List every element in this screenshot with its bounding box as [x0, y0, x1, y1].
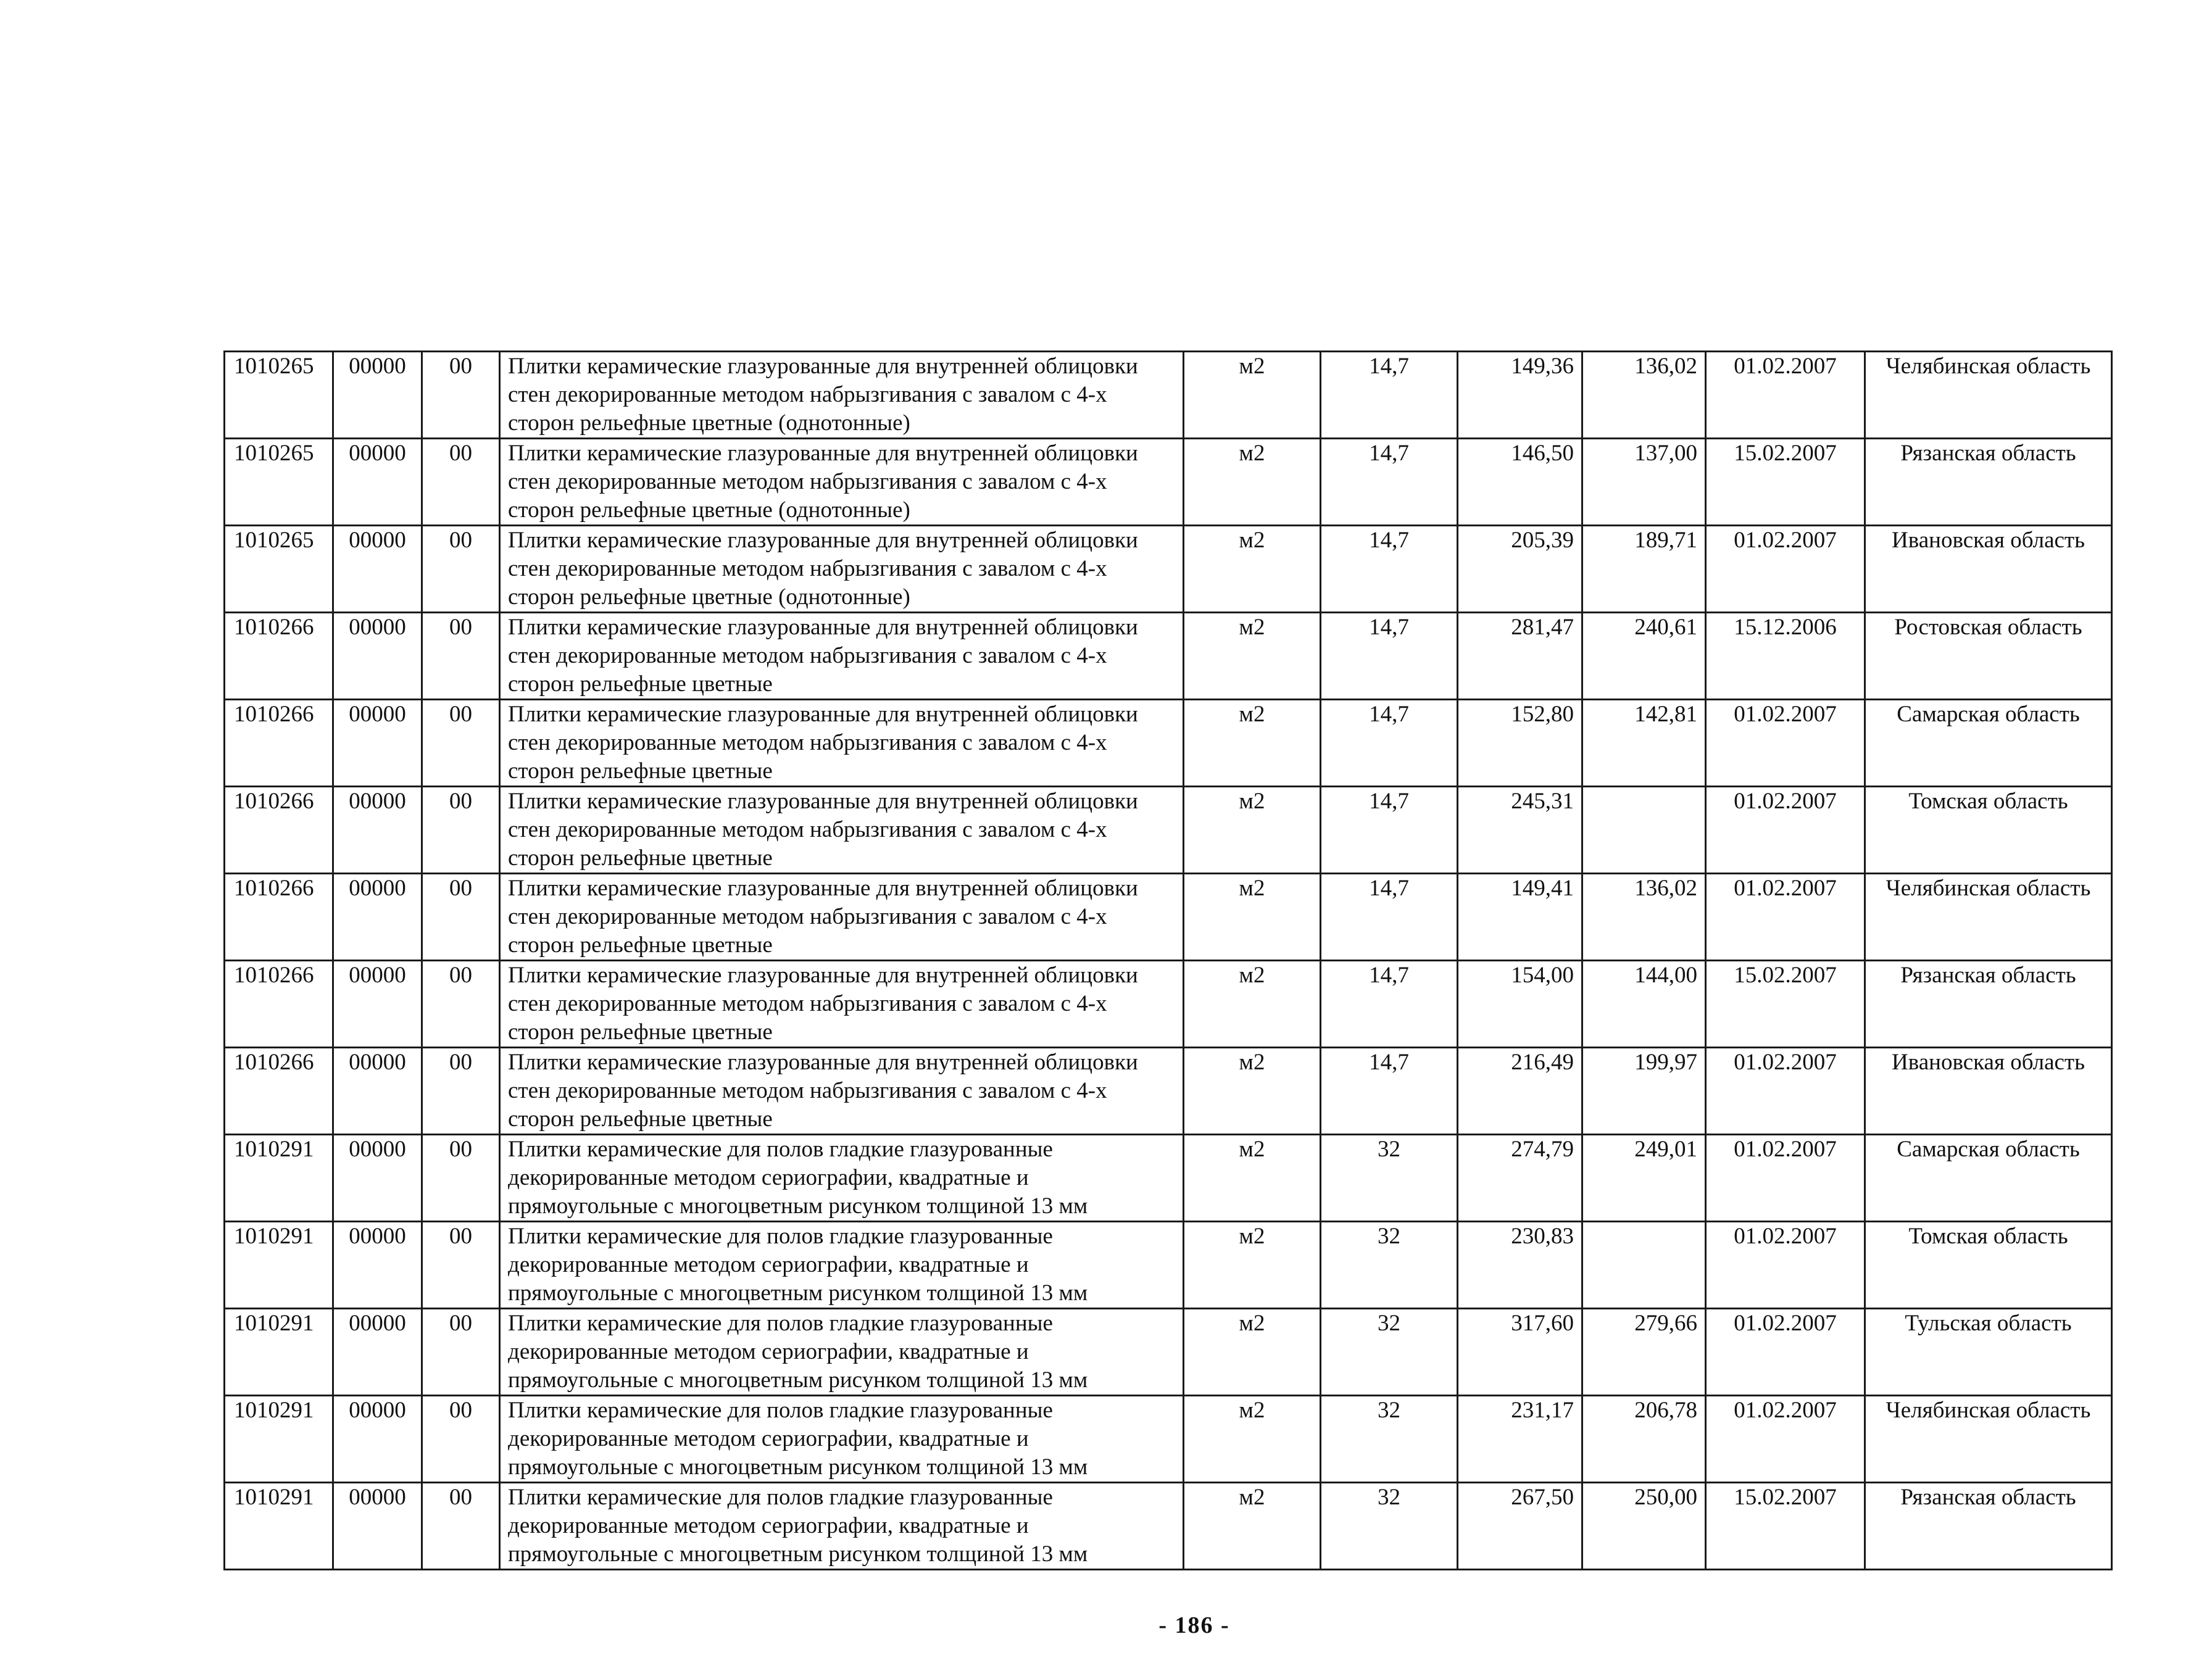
sub-code-cell: 00000 — [333, 526, 422, 613]
table-row — [225, 439, 2112, 526]
price-cell: 149,41 — [1458, 874, 1582, 961]
date-cell: 01.02.2007 — [1706, 1135, 1865, 1222]
price-alt-cell: 206,78 — [1582, 1396, 1706, 1483]
price-cell: 274,79 — [1458, 1135, 1582, 1222]
date-cell: 01.02.2007 — [1706, 700, 1865, 787]
region-cell: Рязанская область — [1865, 961, 2112, 1048]
region-cell: Челябинская область — [1865, 1396, 2112, 1483]
description-cell: Плитки керамические глазурованные для внутренней облицовки стен декорированные методом набрызгивания с завалом с 4-х сторон рельефные цветные — [500, 613, 1184, 700]
unit-cell: м2 — [1184, 613, 1321, 700]
description-cell: Плитки керамические глазурованные для внутренней облицовки стен декорированные методом набрызгивания с завалом с 4-х сторон рельефные цветные — [500, 874, 1184, 961]
price-cell: 149,36 — [1458, 352, 1582, 439]
sub-code-cell: 00000 — [333, 1396, 422, 1483]
variant-code-cell: 00 — [422, 439, 500, 526]
variant-code-cell: 00 — [422, 352, 500, 439]
table-row — [225, 1222, 2112, 1309]
price-cell: 231,17 — [1458, 1396, 1582, 1483]
quantity-cell: 14,7 — [1321, 787, 1458, 874]
variant-code-cell: 00 — [422, 526, 500, 613]
item-code-cell: 1010265 — [225, 439, 333, 526]
price-cell: 281,47 — [1458, 613, 1582, 700]
price-cell: 152,80 — [1458, 700, 1582, 787]
description-cell: Плитки керамические глазурованные для внутренней облицовки стен декорированные методом набрызгивания с завалом с 4-х сторон рельефные цветные (однотонные) — [500, 439, 1184, 526]
variant-code-cell: 00 — [422, 1309, 500, 1396]
item-code-cell: 1010266 — [225, 1048, 333, 1135]
quantity-cell: 14,7 — [1321, 961, 1458, 1048]
price-alt-cell: 142,81 — [1582, 700, 1706, 787]
table-row — [225, 700, 2112, 787]
unit-cell: м2 — [1184, 352, 1321, 439]
price-alt-cell: 136,02 — [1582, 352, 1706, 439]
region-cell: Челябинская область — [1865, 874, 2112, 961]
unit-cell: м2 — [1184, 700, 1321, 787]
sub-code-cell: 00000 — [333, 961, 422, 1048]
table-row — [225, 613, 2112, 700]
price-alt-cell — [1582, 787, 1706, 874]
description-cell: Плитки керамические для полов гладкие глазурованные декорированные методом сериографии, квадратные и прямоугольные с многоцветным рисунком толщиной 13 мм — [500, 1396, 1184, 1483]
variant-code-cell: 00 — [422, 613, 500, 700]
quantity-cell: 14,7 — [1321, 1048, 1458, 1135]
item-code-cell: 1010265 — [225, 526, 333, 613]
table-row — [225, 1048, 2112, 1135]
sub-code-cell: 00000 — [333, 1483, 422, 1570]
description-cell: Плитки керамические глазурованные для внутренней облицовки стен декорированные методом набрызгивания с завалом с 4-х сторон рельефные цветные (однотонные) — [500, 526, 1184, 613]
price-cell: 245,31 — [1458, 787, 1582, 874]
unit-cell: м2 — [1184, 1135, 1321, 1222]
item-code-cell: 1010266 — [225, 961, 333, 1048]
price-cell: 230,83 — [1458, 1222, 1582, 1309]
description-cell: Плитки керамические глазурованные для внутренней облицовки стен декорированные методом набрызгивания с завалом с 4-х сторон рельефные цветные — [500, 961, 1184, 1048]
price-cell: 317,60 — [1458, 1309, 1582, 1396]
sub-code-cell: 00000 — [333, 352, 422, 439]
quantity-cell: 14,7 — [1321, 352, 1458, 439]
unit-cell: м2 — [1184, 874, 1321, 961]
item-code-cell: 1010266 — [225, 874, 333, 961]
variant-code-cell: 00 — [422, 1135, 500, 1222]
sub-code-cell: 00000 — [333, 1309, 422, 1396]
region-cell: Ростовская область — [1865, 613, 2112, 700]
region-cell: Тульская область — [1865, 1309, 2112, 1396]
sub-code-cell: 00000 — [333, 1135, 422, 1222]
table-row — [225, 1309, 2112, 1396]
quantity-cell: 32 — [1321, 1309, 1458, 1396]
price-alt-cell: 144,00 — [1582, 961, 1706, 1048]
quantity-cell: 32 — [1321, 1483, 1458, 1570]
unit-cell: м2 — [1184, 1396, 1321, 1483]
quantity-cell: 14,7 — [1321, 439, 1458, 526]
description-cell: Плитки керамические для полов гладкие глазурованные декорированные методом сериографии, квадратные и прямоугольные с многоцветным рисунком толщиной 13 мм — [500, 1309, 1184, 1396]
date-cell: 01.02.2007 — [1706, 874, 1865, 961]
price-cell: 146,50 — [1458, 439, 1582, 526]
date-cell: 01.02.2007 — [1706, 1396, 1865, 1483]
price-cell: 154,00 — [1458, 961, 1582, 1048]
region-cell: Ивановская область — [1865, 1048, 2112, 1135]
region-cell: Челябинская область — [1865, 352, 2112, 439]
region-cell: Томская область — [1865, 1222, 2112, 1309]
variant-code-cell: 00 — [422, 1222, 500, 1309]
table-row — [225, 526, 2112, 613]
table-row — [225, 1135, 2112, 1222]
item-code-cell: 1010291 — [225, 1222, 333, 1309]
variant-code-cell: 00 — [422, 874, 500, 961]
price-alt-cell: 249,01 — [1582, 1135, 1706, 1222]
date-cell: 15.02.2007 — [1706, 439, 1865, 526]
price-alt-cell: 250,00 — [1582, 1483, 1706, 1570]
description-cell: Плитки керамические глазурованные для внутренней облицовки стен декорированные методом набрызгивания с завалом с 4-х сторон рельефные цветные — [500, 700, 1184, 787]
description-cell: Плитки керамические для полов гладкие глазурованные декорированные методом сериографии, квадратные и прямоугольные с многоцветным рисунком толщиной 13 мм — [500, 1135, 1184, 1222]
quantity-cell: 32 — [1321, 1396, 1458, 1483]
price-alt-cell: 137,00 — [1582, 439, 1706, 526]
price-cell: 267,50 — [1458, 1483, 1582, 1570]
price-alt-cell: 189,71 — [1582, 526, 1706, 613]
item-code-cell: 1010291 — [225, 1483, 333, 1570]
item-code-cell: 1010291 — [225, 1135, 333, 1222]
region-cell: Ивановская область — [1865, 526, 2112, 613]
quantity-cell: 14,7 — [1321, 613, 1458, 700]
table-row — [225, 352, 2112, 439]
description-cell: Плитки керамические для полов гладкие глазурованные декорированные методом сериографии, квадратные и прямоугольные с многоцветным рисунком толщиной 13 мм — [500, 1222, 1184, 1309]
table-row — [225, 1483, 2112, 1570]
unit-cell: м2 — [1184, 961, 1321, 1048]
unit-cell: м2 — [1184, 1309, 1321, 1396]
table-row — [225, 961, 2112, 1048]
price-alt-cell: 240,61 — [1582, 613, 1706, 700]
price-alt-cell: 136,02 — [1582, 874, 1706, 961]
variant-code-cell: 00 — [422, 1483, 500, 1570]
sub-code-cell: 00000 — [333, 1222, 422, 1309]
page-number: - 186 - — [1158, 1612, 1230, 1638]
unit-cell: м2 — [1184, 787, 1321, 874]
variant-code-cell: 00 — [422, 1048, 500, 1135]
price-cell: 205,39 — [1458, 526, 1582, 613]
sub-code-cell: 00000 — [333, 439, 422, 526]
region-cell: Томская область — [1865, 787, 2112, 874]
sub-code-cell: 00000 — [333, 787, 422, 874]
description-cell: Плитки керамические глазурованные для внутренней облицовки стен декорированные методом набрызгивания с завалом с 4-х сторон рельефные цветные — [500, 1048, 1184, 1135]
quantity-cell: 14,7 — [1321, 874, 1458, 961]
sub-code-cell: 00000 — [333, 874, 422, 961]
item-code-cell: 1010265 — [225, 352, 333, 439]
table-row — [225, 874, 2112, 961]
quantity-cell: 14,7 — [1321, 526, 1458, 613]
region-cell: Рязанская область — [1865, 1483, 2112, 1570]
date-cell: 01.02.2007 — [1706, 526, 1865, 613]
description-cell: Плитки керамические для полов гладкие глазурованные декорированные методом сериографии, квадратные и прямоугольные с многоцветным рисунком толщиной 13 мм — [500, 1483, 1184, 1570]
variant-code-cell: 00 — [422, 787, 500, 874]
date-cell: 15.12.2006 — [1706, 613, 1865, 700]
unit-cell: м2 — [1184, 1222, 1321, 1309]
price-cell: 216,49 — [1458, 1048, 1582, 1135]
item-code-cell: 1010291 — [225, 1309, 333, 1396]
price-table — [223, 350, 2113, 1570]
unit-cell: м2 — [1184, 1483, 1321, 1570]
variant-code-cell: 00 — [422, 700, 500, 787]
quantity-cell: 14,7 — [1321, 700, 1458, 787]
unit-cell: м2 — [1184, 1048, 1321, 1135]
price-alt-cell: 199,97 — [1582, 1048, 1706, 1135]
sub-code-cell: 00000 — [333, 1048, 422, 1135]
date-cell: 01.02.2007 — [1706, 1048, 1865, 1135]
region-cell: Рязанская область — [1865, 439, 2112, 526]
table-row — [225, 1396, 2112, 1483]
item-code-cell: 1010266 — [225, 787, 333, 874]
date-cell: 01.02.2007 — [1706, 352, 1865, 439]
price-alt-cell — [1582, 1222, 1706, 1309]
sub-code-cell: 00000 — [333, 613, 422, 700]
description-cell: Плитки керамические глазурованные для внутренней облицовки стен декорированные методом набрызгивания с завалом с 4-х сторон рельефные цветные — [500, 787, 1184, 874]
table-body — [225, 352, 2112, 1570]
item-code-cell: 1010266 — [225, 613, 333, 700]
item-code-cell: 1010291 — [225, 1396, 333, 1483]
variant-code-cell: 00 — [422, 961, 500, 1048]
unit-cell: м2 — [1184, 526, 1321, 613]
table-row — [225, 787, 2112, 874]
description-cell: Плитки керамические глазурованные для внутренней облицовки стен декорированные методом набрызгивания с завалом с 4-х сторон рельефные цветные (однотонные) — [500, 352, 1184, 439]
quantity-cell: 32 — [1321, 1222, 1458, 1309]
region-cell: Самарская область — [1865, 700, 2112, 787]
date-cell: 01.02.2007 — [1706, 1222, 1865, 1309]
date-cell: 01.02.2007 — [1706, 787, 1865, 874]
sub-code-cell: 00000 — [333, 700, 422, 787]
quantity-cell: 32 — [1321, 1135, 1458, 1222]
region-cell: Самарская область — [1865, 1135, 2112, 1222]
date-cell: 15.02.2007 — [1706, 961, 1865, 1048]
variant-code-cell: 00 — [422, 1396, 500, 1483]
price-alt-cell: 279,66 — [1582, 1309, 1706, 1396]
unit-cell: м2 — [1184, 439, 1321, 526]
date-cell: 15.02.2007 — [1706, 1483, 1865, 1570]
date-cell: 01.02.2007 — [1706, 1309, 1865, 1396]
item-code-cell: 1010266 — [225, 700, 333, 787]
